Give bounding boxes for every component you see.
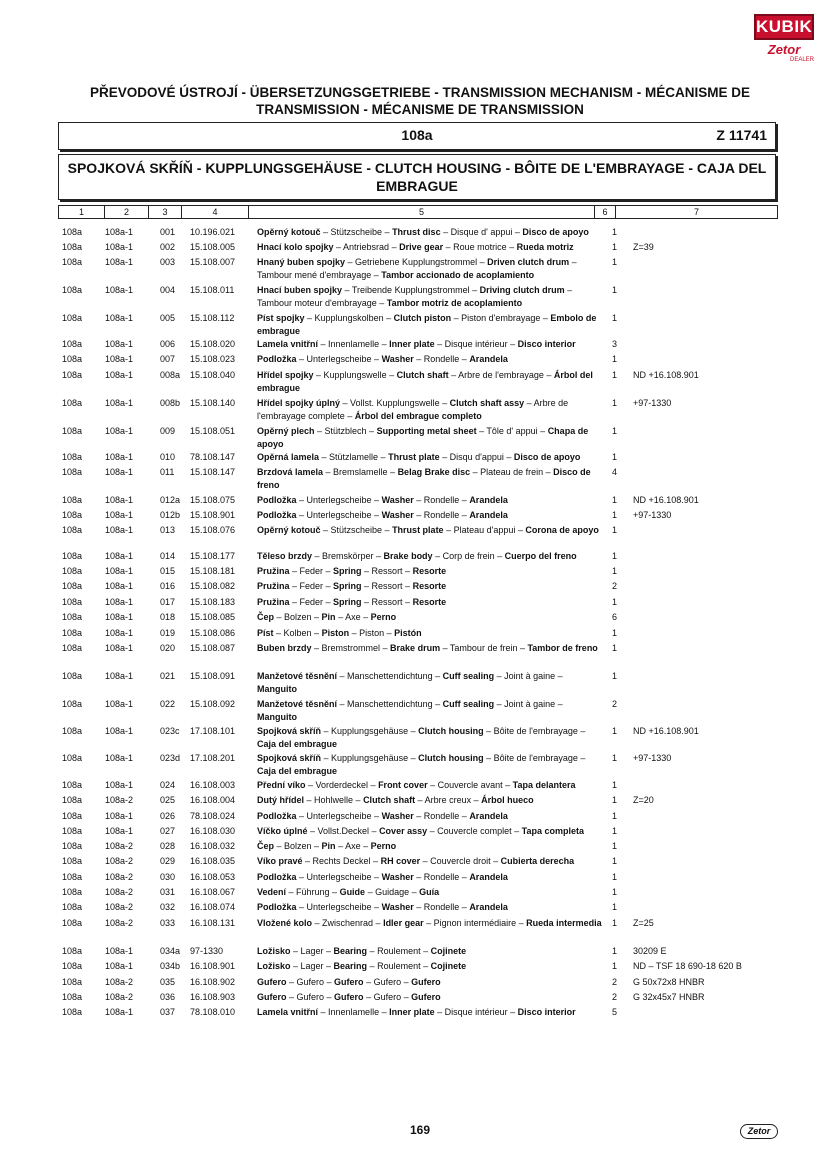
logo-zetor: Zetor [767, 42, 801, 57]
cell-col-1: 108a [62, 525, 83, 535]
cell-col-4: 16.108.035 [190, 856, 236, 866]
cell-quantity: 2 [612, 977, 618, 987]
cell-description: Píst – Kolben – Piston – Piston – Pistón [257, 628, 422, 638]
cell-description: Dutý hřídel – Hohlwelle – Clutch shaft – Arbre creux – Árbol hueco [257, 795, 534, 805]
cell-col-3: 007 [160, 354, 176, 364]
cell-col-4: 97-1330 [190, 946, 224, 956]
cell-col-3: 008b [160, 398, 181, 408]
cell-quantity: 1 [612, 671, 618, 681]
col-header-2: 2 [105, 206, 149, 218]
cell-col-4: 16.108.074 [190, 902, 236, 912]
cell-col-3: 011 [160, 467, 175, 477]
cell-quantity: 1 [612, 426, 618, 436]
cell-col-4: 16.108.030 [190, 826, 236, 836]
group-box [58, 122, 776, 150]
cell-col-4: 15.108.023 [190, 354, 236, 364]
cell-col-4: 15.108.112 [190, 313, 235, 323]
cell-col-1: 108a [62, 612, 83, 622]
cell-quantity: 1 [612, 354, 618, 364]
cell-col-2: 108a-1 [105, 581, 134, 591]
cell-quantity: 1 [612, 643, 618, 653]
cell-col-3: 014 [160, 551, 176, 561]
page-number: 169 [409, 1123, 431, 1137]
cell-quantity: 1 [612, 811, 618, 821]
cell-col-1: 108a [62, 597, 83, 607]
cell-col-2: 108a-1 [105, 510, 134, 520]
cell-col-2: 108a-1 [105, 495, 134, 505]
cell-col-4: 16.108.902 [190, 977, 236, 987]
cell-col-2: 108a-1 [105, 826, 134, 836]
cell-quantity: 1 [612, 887, 618, 897]
cell-col-2: 108a-2 [105, 872, 134, 882]
subtitle: SPOJKOVÁ SKŘÍŇ - KUPPLUNGSGEHÄUSE - CLUTCH HOUSING - BÔITE DE L'EMBRAYAGE - CAJA DEL EMBRAGUE [67, 160, 767, 194]
cell-col-3: 026 [160, 811, 176, 821]
cell-col-1: 108a [62, 510, 83, 520]
cell-col-1: 108a [62, 1007, 83, 1017]
cell-col-3: 024 [160, 780, 176, 790]
cell-quantity: 1 [612, 946, 618, 956]
cell-col-1: 108a [62, 628, 83, 638]
cell-note: +97-1330 [633, 510, 672, 520]
cell-col-1: 108a [62, 795, 83, 805]
cell-description: Podložka – Unterlegscheibe – Washer – Rondelle – Arandela [257, 902, 508, 912]
cell-col-3: 035 [160, 977, 176, 987]
cell-col-3: 023d [160, 753, 181, 763]
cell-col-3: 034a [160, 946, 181, 956]
cell-col-2: 108a-1 [105, 946, 134, 956]
cell-quantity: 1 [612, 726, 618, 736]
cell-col-1: 108a [62, 551, 83, 561]
cell-col-1: 108a [62, 841, 83, 851]
cell-quantity: 3 [612, 339, 618, 349]
cell-col-2: 108a-1 [105, 467, 134, 477]
cell-quantity: 2 [612, 992, 618, 1002]
cell-quantity: 6 [612, 612, 618, 622]
cell-quantity: 1 [612, 257, 618, 267]
cell-description: Čep – Bolzen – Pin – Axe – Perno [257, 612, 397, 622]
cell-description: Gufero – Gufero – Gufero – Gufero – Gufero [257, 992, 441, 1002]
cell-col-2: 108a-1 [105, 811, 134, 821]
cell-description: Víko pravé – Rechts Deckel – RH cover – Couvercle droit – Cubierta derecha [257, 856, 575, 866]
cell-col-1: 108a [62, 726, 83, 736]
cell-col-3: 033 [160, 918, 176, 928]
cell-col-3: 012b [160, 510, 181, 520]
cell-col-3: 008a [160, 370, 181, 380]
cell-description: Vložené kolo – Zwischenrad – Idler gear – Pignon intermédiaire – Rueda intermedia [257, 918, 602, 928]
cell-col-3: 028 [160, 841, 176, 851]
cell-col-1: 108a [62, 872, 83, 882]
cell-col-3: 004 [160, 285, 176, 295]
cell-col-3: 012a [160, 495, 181, 505]
cell-col-3: 036 [160, 992, 176, 1002]
cell-col-1: 108a [62, 811, 83, 821]
cell-description: Opěrná lamela – Stützlamelle – Thrust plate – Disqu d'appui – Disco de apoyo [257, 452, 581, 462]
cell-col-3: 029 [160, 856, 176, 866]
col-header-3: 3 [149, 206, 182, 218]
cell-col-2: 108a-2 [105, 902, 134, 912]
cell-col-2: 108a-2 [105, 887, 134, 897]
cell-col-3: 017 [160, 597, 176, 607]
cell-col-3: 021 [160, 671, 176, 681]
cell-col-1: 108a [62, 339, 83, 349]
cell-col-4: 16.108.067 [190, 887, 236, 897]
cell-col-4: 15.108.007 [190, 257, 236, 267]
cell-quantity: 2 [612, 699, 618, 709]
cell-col-3: 009 [160, 426, 176, 436]
cell-col-1: 108a [62, 398, 83, 408]
cell-description: Pružina – Feder – Spring – Ressort – Resorte [257, 581, 447, 591]
cell-col-1: 108a [62, 581, 83, 591]
cell-col-2: 108a-1 [105, 566, 134, 576]
cell-description: Opěrný kotouč – Stützscheibe – Thrust disc – Disque d' appui – Disco de apoyo [257, 227, 589, 237]
cell-quantity: 1 [612, 242, 618, 252]
cell-col-4: 15.108.147 [190, 467, 236, 477]
cell-col-3: 015 [160, 566, 176, 576]
cell-col-2: 108a-1 [105, 551, 134, 561]
cell-col-2: 108a-2 [105, 992, 134, 1002]
cell-col-3: 032 [160, 902, 176, 912]
col-header-7: 7 [693, 207, 699, 217]
cell-col-3: 006 [160, 339, 176, 349]
cell-description: Gufero – Gufero – Gufero – Gufero – Gufero [257, 977, 441, 987]
cell-note: ND – TSF 18 690-18 620 B [633, 961, 742, 971]
cell-description: Víčko úplné – Vollst.Deckel – Cover assy – Couvercle complet – Tapa completa [257, 826, 585, 836]
cell-col-1: 108a [62, 946, 83, 956]
cell-col-4: 15.108.075 [190, 495, 236, 505]
cell-col-4: 16.108.903 [190, 992, 236, 1002]
cell-col-4: 10.196.021 [190, 227, 236, 237]
cell-col-3: 031 [160, 887, 176, 897]
cell-col-3: 034b [160, 961, 181, 971]
cell-col-1: 108a [62, 452, 83, 462]
cell-col-4: 15.108.181 [190, 566, 236, 576]
cell-quantity: 5 [612, 1007, 618, 1017]
cell-description: Hřídel spojky – Kupplungswelle – Clutch shaft – Arbre de l'embrayage – Árbol del embrague [257, 370, 593, 393]
cell-col-4: 16.108.053 [190, 872, 236, 882]
cell-col-3: 023c [160, 726, 180, 736]
cell-col-4: 16.108.004 [190, 795, 236, 805]
cell-quantity: 1 [612, 753, 618, 763]
cell-description: Hnaný buben spojky – Getriebene Kupplungstrommel – Driven clutch drum – Tambour mené d'embrayage – Tambor accionado de acoplamiento [257, 257, 577, 280]
cell-col-1: 108a [62, 992, 83, 1002]
cell-quantity: 1 [612, 551, 618, 561]
cell-col-4: 15.108.040 [190, 370, 236, 380]
cell-col-2: 108a-1 [105, 339, 134, 349]
cell-col-1: 108a [62, 699, 83, 709]
col-header-6: 6 [595, 206, 616, 218]
cell-quantity: 1 [612, 398, 618, 408]
cell-col-3: 018 [160, 612, 176, 622]
cell-col-2: 108a-1 [105, 398, 134, 408]
cell-col-4: 15.108.082 [190, 581, 236, 591]
cell-description: Hnací kolo spojky – Antriebsrad – Drive gear – Roue motrice – Rueda motriz [257, 242, 574, 252]
cell-col-4: 16.108.131 [190, 918, 236, 928]
cell-description: Podložka – Unterlegscheibe – Washer – Rondelle – Arandela [257, 510, 508, 520]
cell-col-2: 108a-1 [105, 525, 134, 535]
cell-description: Pružina – Feder – Spring – Ressort – Resorte [257, 597, 447, 607]
cell-col-4: 15.108.051 [190, 426, 236, 436]
cell-quantity: 1 [612, 370, 618, 380]
cell-col-1: 108a [62, 671, 83, 681]
cell-col-4: 78.108.010 [190, 1007, 236, 1017]
cell-col-3: 030 [160, 872, 176, 882]
cell-col-4: 15.108.087 [190, 643, 236, 653]
drawing-number: Z 11741 [716, 127, 767, 143]
col-header-5: 5 [249, 206, 595, 218]
cell-col-1: 108a [62, 370, 83, 380]
cell-col-1: 108a [62, 285, 83, 295]
cell-col-2: 108a-1 [105, 370, 134, 380]
col-header-4: 4 [182, 206, 249, 218]
cell-col-2: 108a-1 [105, 227, 134, 237]
cell-col-2: 108a-1 [105, 426, 134, 436]
cell-col-4: 15.108.177 [190, 551, 236, 561]
cell-note: 30209 E [633, 946, 667, 956]
cell-col-2: 108a-1 [105, 753, 134, 763]
cell-description: Ložisko – Lager – Bearing – Roulement – Cojinete [257, 961, 467, 971]
cell-description: Lamela vnitřní – Innenlamelle – Inner plate – Disque intérieur – Disco interior [257, 1007, 576, 1017]
cell-col-2: 108a-1 [105, 671, 134, 681]
cell-col-3: 019 [160, 628, 176, 638]
cell-note: ND +16.108.901 [633, 495, 699, 505]
cell-col-4: 15.108.901 [190, 510, 236, 520]
cell-col-2: 108a-1 [105, 242, 134, 252]
cell-col-1: 108a [62, 313, 83, 323]
cell-quantity: 1 [612, 902, 618, 912]
cell-col-2: 108a-2 [105, 841, 134, 851]
cell-col-3: 022 [160, 699, 176, 709]
cell-col-2: 108a-1 [105, 313, 134, 323]
cell-description: Podložka – Unterlegscheibe – Washer – Rondelle – Arandela [257, 811, 508, 821]
cell-col-1: 108a [62, 242, 83, 252]
cell-description: Pružina – Feder – Spring – Ressort – Resorte [257, 566, 447, 576]
cell-col-4: 78.108.147 [190, 452, 236, 462]
cell-col-3: 025 [160, 795, 176, 805]
cell-col-3: 005 [160, 313, 176, 323]
cell-description: Manžetové těsnění – Manschettendichtung – Cuff sealing – Joint à gaine – Manguito [257, 671, 563, 694]
cell-col-2: 108a-1 [105, 628, 134, 638]
cell-col-2: 108a-1 [105, 1007, 134, 1017]
cell-quantity: 1 [612, 826, 618, 836]
cell-col-4: 17.108.201 [190, 753, 236, 763]
cell-col-3: 020 [160, 643, 176, 653]
cell-quantity: 1 [612, 918, 618, 928]
cell-col-4: 15.108.076 [190, 525, 236, 535]
cell-col-2: 108a-1 [105, 643, 134, 653]
cell-col-4: 15.108.086 [190, 628, 236, 638]
cell-note: ND +16.108.901 [633, 726, 699, 736]
cell-note: ND +16.108.901 [633, 370, 699, 380]
cell-col-1: 108a [62, 780, 83, 790]
cell-col-4: 16.108.003 [190, 780, 236, 790]
logo-dealer: DEALER [789, 57, 814, 63]
cell-col-1: 108a [62, 495, 83, 505]
cell-col-4: 15.108.092 [190, 699, 236, 709]
cell-description: Spojková skříň – Kupplungsgehäuse – Clutch housing – Bôite de l'embrayage – Caja del embrague [257, 753, 586, 776]
cell-quantity: 1 [612, 841, 618, 851]
cell-col-1: 108a [62, 257, 83, 267]
cell-col-1: 108a [62, 227, 83, 237]
cell-description: Hřídel spojky úplný – Vollst. Kupplungswelle – Clutch shaft assy – Arbre de l'embrayage complete – Árbol del embrague completo [257, 398, 569, 421]
cell-quantity: 1 [612, 452, 618, 462]
cell-description: Spojková skříň – Kupplungsgehäuse – Clutch housing – Bôite de l'embrayage – Caja del embrague [257, 726, 586, 749]
cell-col-4: 15.108.091 [190, 671, 236, 681]
cell-note: Z=39 [633, 242, 654, 252]
cell-col-2: 108a-1 [105, 961, 134, 971]
cell-col-4: 15.108.005 [190, 242, 236, 252]
cell-col-1: 108a [62, 887, 83, 897]
cell-col-2: 108a-2 [105, 977, 134, 987]
cell-description: Podložka – Unterlegscheibe – Washer – Rondelle – Arandela [257, 872, 508, 882]
cell-col-4: 15.108.020 [190, 339, 236, 349]
cell-description: Brzdová lamela – Bremslamelle – Belag Brake disc – Plateau de frein – Disco de freno [257, 467, 591, 490]
cell-description: Vedení – Führung – Guide – Guidage – Guía [257, 887, 440, 897]
cell-col-4: 16.108.901 [190, 961, 236, 971]
cell-col-2: 108a-2 [105, 918, 134, 928]
col-header-1: 1 [59, 206, 105, 218]
cell-col-4: 15.108.183 [190, 597, 236, 607]
cell-col-1: 108a [62, 354, 83, 364]
cell-col-2: 108a-1 [105, 780, 134, 790]
cell-description: Opěrný plech – Stützblech – Supporting metal sheet – Tôle d' appui – Chapa de apoyo [257, 426, 589, 449]
cell-col-2: 108a-1 [105, 612, 134, 622]
cell-note: +97-1330 [633, 753, 672, 763]
cell-col-3: 010 [160, 452, 176, 462]
cell-col-2: 108a-1 [105, 699, 134, 709]
cell-quantity: 2 [612, 581, 618, 591]
cell-col-3: 037 [160, 1007, 176, 1017]
cell-quantity: 1 [612, 628, 618, 638]
cell-description: Přední víko – Vorderdeckel – Front cover – Couvercle avant – Tapa delantera [257, 780, 576, 790]
cell-col-4: 17.108.101 [190, 726, 236, 736]
cell-note: Z=20 [633, 795, 654, 805]
cell-col-1: 108a [62, 826, 83, 836]
cell-col-1: 108a [62, 856, 83, 866]
cell-col-3: 027 [160, 826, 176, 836]
cell-description: Manžetové těsnění – Manschettendichtung – Cuff sealing – Joint à gaine – Manguito [257, 699, 563, 722]
cell-col-4: 15.108.140 [190, 398, 236, 408]
section-title: PŘEVODOVÉ ÚSTROJÍ - ÜBERSETZUNGSGETRIEBE - TRANSMISSION MECHANISM - MÉCANISME DE TRANSMISSION - MÉCANISME DE TRANSMISSION [89, 85, 751, 117]
subtitle-box [58, 154, 776, 200]
cell-col-2: 108a-2 [105, 856, 134, 866]
zetor-footer-logo: Zetor [740, 1124, 778, 1139]
group-code: 108a [401, 127, 433, 143]
cell-col-3: 016 [160, 581, 176, 591]
cell-quantity: 1 [612, 780, 618, 790]
cell-note: G 32x45x7 HNBR [633, 992, 705, 1002]
cell-quantity: 1 [612, 961, 618, 971]
cell-col-4: 78.108.024 [190, 811, 236, 821]
cell-quantity: 1 [612, 872, 618, 882]
cell-note: +97-1330 [633, 398, 672, 408]
cell-col-2: 108a-2 [105, 795, 134, 805]
cell-col-3: 001 [160, 227, 176, 237]
cell-description: Buben brzdy – Bremstrommel – Brake drum – Tambour de frein – Tambor de freno [257, 643, 598, 653]
cell-col-2: 108a-1 [105, 285, 134, 295]
cell-col-1: 108a [62, 918, 83, 928]
cell-quantity: 1 [612, 856, 618, 866]
cell-col-1: 108a [62, 977, 83, 987]
cell-quantity: 1 [612, 525, 618, 535]
cell-quantity: 1 [612, 313, 618, 323]
cell-note: Z=25 [633, 918, 654, 928]
cell-col-1: 108a [62, 426, 83, 436]
cell-description: Píst spojky – Kupplungskolben – Clutch piston – Piston d'embrayage – Embolo de embrague [257, 313, 597, 336]
cell-col-4: 16.108.032 [190, 841, 236, 851]
column-header [58, 205, 778, 219]
cell-description: Hnací buben spojky – Treibende Kupplungstrommel – Driving clutch drum – Tambour moteur d'embrayage – Tambor motriz de acoplamiento [257, 285, 573, 308]
cell-col-3: 002 [160, 242, 176, 252]
cell-col-3: 013 [160, 525, 176, 535]
cell-description: Lamela vnitřní – Innenlamelle – Inner plate – Disque intérieur – Disco interior [257, 339, 576, 349]
cell-description: Čep – Bolzen – Pin – Axe – Perno [257, 841, 397, 851]
logo-brand: KUBIK [754, 14, 814, 40]
cell-quantity: 1 [612, 495, 618, 505]
cell-quantity: 1 [612, 285, 618, 295]
cell-col-2: 108a-1 [105, 452, 134, 462]
cell-col-2: 108a-1 [105, 257, 134, 267]
cell-description: Podložka – Unterlegscheibe – Washer – Rondelle – Arandela [257, 495, 508, 505]
cell-col-2: 108a-1 [105, 597, 134, 607]
cell-col-1: 108a [62, 753, 83, 763]
cell-description: Podložka – Unterlegscheibe – Washer – Rondelle – Arandela [257, 354, 508, 364]
cell-quantity: 1 [612, 795, 618, 805]
cell-col-1: 108a [62, 566, 83, 576]
cell-quantity: 1 [612, 566, 618, 576]
kubik-logo [754, 14, 814, 66]
cell-quantity: 4 [612, 467, 618, 477]
cell-col-1: 108a [62, 902, 83, 912]
cell-description: Těleso brzdy – Bremskörper – Brake body – Corp de frein – Cuerpo del freno [257, 551, 577, 561]
cell-col-4: 15.108.011 [190, 285, 235, 295]
cell-description: Opěrný kotouč – Stützscheibe – Thrust plate – Plateau d'appui – Corona de apoyo [257, 525, 599, 535]
cell-description: Ložisko – Lager – Bearing – Roulement – Cojinete [257, 946, 467, 956]
cell-col-1: 108a [62, 643, 83, 653]
cell-col-2: 108a-1 [105, 354, 134, 364]
cell-col-1: 108a [62, 961, 83, 971]
cell-quantity: 1 [612, 597, 618, 607]
cell-note: G 50x72x8 HNBR [633, 977, 705, 987]
cell-col-1: 108a [62, 467, 83, 477]
cell-col-2: 108a-1 [105, 726, 134, 736]
cell-col-4: 15.108.085 [190, 612, 236, 622]
cell-quantity: 1 [612, 510, 618, 520]
cell-col-3: 003 [160, 257, 176, 267]
cell-quantity: 1 [612, 227, 618, 237]
